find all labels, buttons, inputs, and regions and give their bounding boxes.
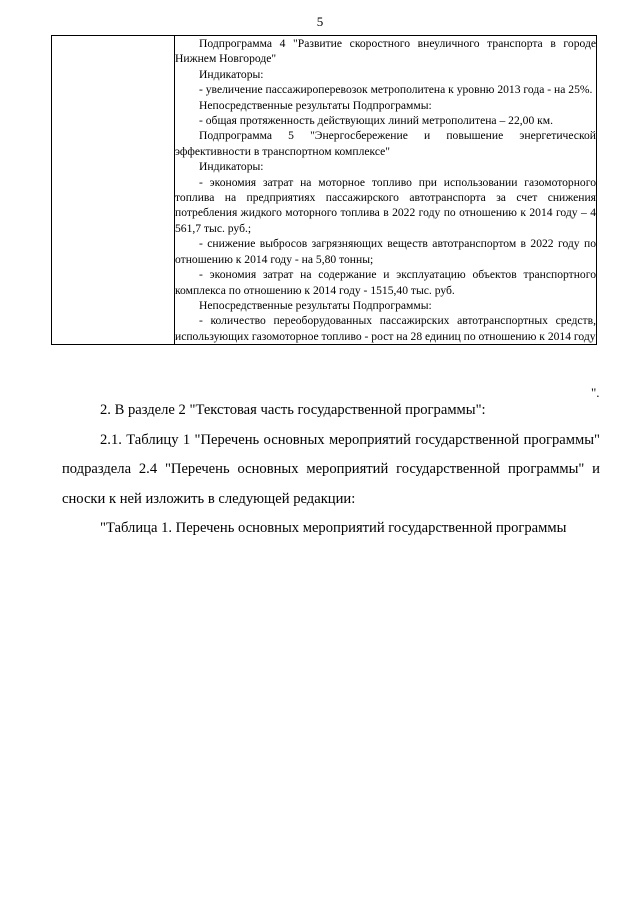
cell-paragraph: - снижение выбросов загрязняющих веществ автотранспортом в 2022 году по отношению к 2014 году - на 5,80 тонны;: [175, 237, 596, 266]
cell-paragraph: Индикаторы:: [199, 67, 264, 81]
cell-paragraph: - экономия затрат на содержание и эксплуатацию объектов транспортного комплекса по отношению к 2014 году - 1515,40 тыс. руб.: [175, 268, 596, 297]
table-right-cell: [175, 36, 597, 345]
cell-paragraph: Индикаторы:: [199, 160, 264, 174]
cell-paragraphs: [175, 36, 596, 344]
cell-paragraph: - общая протяженность действующих линий метрополитена – 22,00 км.: [199, 114, 554, 128]
cell-paragraph: Непосредственные результаты Подпрограммы:: [199, 298, 432, 312]
closing-quote: ".: [591, 385, 600, 400]
paragraph-2-1: 2.1. Таблицу 1 "Перечень основных мероприятий государственной программы" подраздела 2.4 "Перечень основных мероприятий государственной программы" и сноски к ней изложить в следующей редакции:: [62, 431, 600, 507]
table-row: [52, 36, 597, 345]
cell-paragraph: - количество переоборудованных пассажирских автотранспортных средств, использующих газомоторное топливо - рост на 28 единиц по отношению к 2014 году: [175, 314, 596, 343]
program-table: [51, 35, 597, 345]
page-number: 5: [316, 14, 324, 29]
cell-paragraph: Непосредственные результаты Подпрограммы:: [199, 98, 432, 112]
body-text: [62, 396, 600, 544]
cell-paragraph: Подпрограмма 4 "Развитие скоростного внеуличного транспорта в городе Нижнем Новгороде": [175, 37, 596, 66]
cell-paragraph: - экономия затрат на моторное топливо при использовании газомоторного топлива на предприятиях пассажирского автотранспорта за счет снижения потребления жидкого моторного топлива в 2022 году по отношению к 2014 году – 4 561,7 тыс. руб.;: [175, 175, 596, 235]
paragraph-section-2: 2. В разделе 2 "Текстовая часть государственной программы":: [100, 402, 486, 418]
cell-paragraph: Подпрограмма 5 "Энергосбережение и повышение энергетической эффективности в транспортном комплексе": [175, 129, 596, 158]
paragraph-table-title: "Таблица 1. Перечень основных мероприятий государственной программы: [100, 520, 567, 536]
table-left-cell: [52, 36, 175, 345]
cell-paragraph: - увеличение пассажироперевозок метрополитена к уровню 2013 года - на 25%.: [199, 83, 593, 97]
